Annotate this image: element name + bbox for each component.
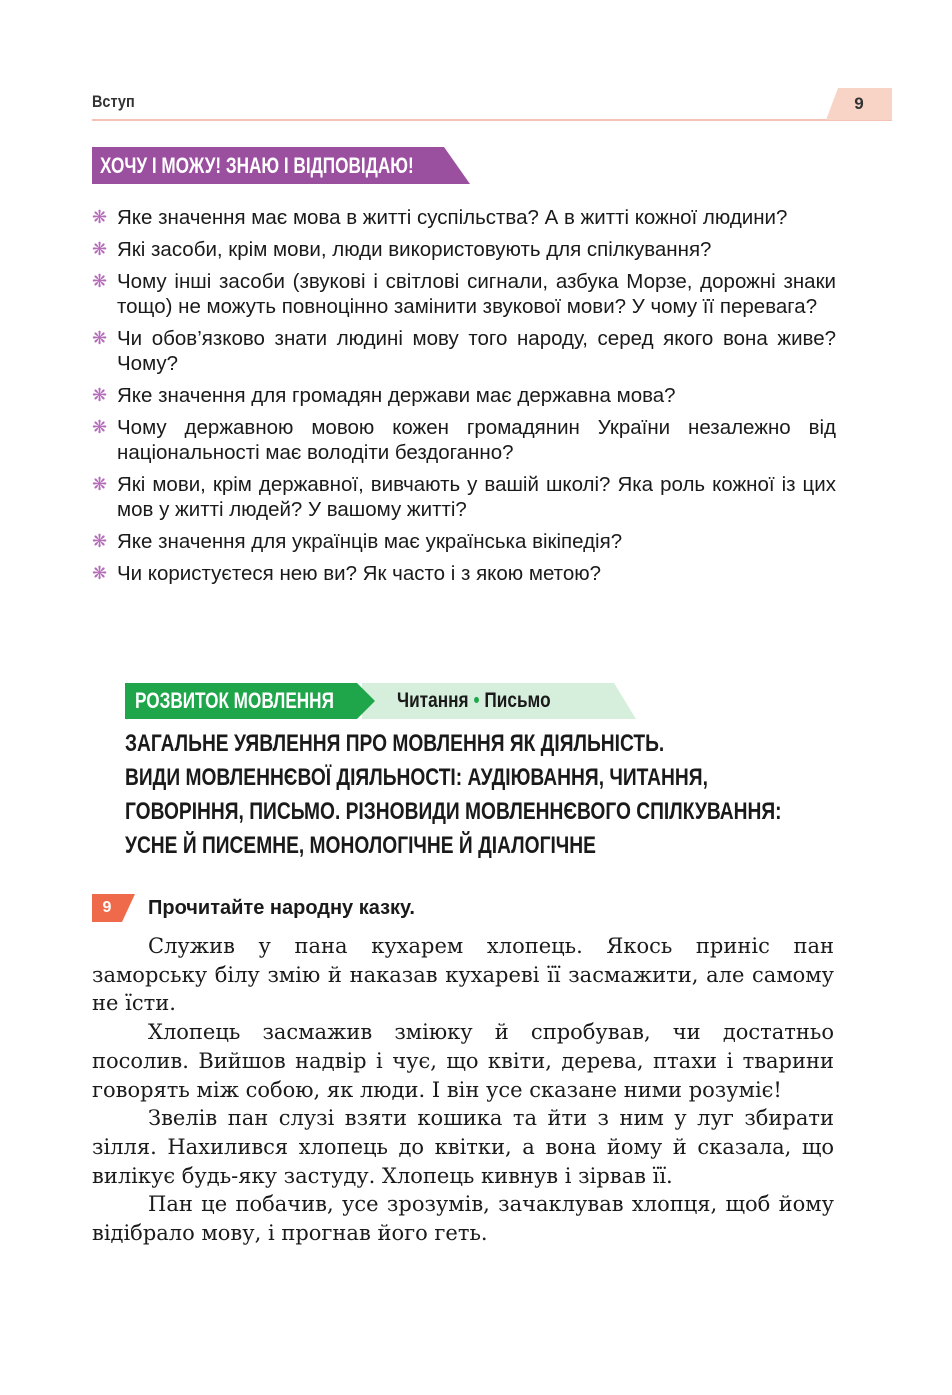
section-title: Вступ <box>92 92 135 111</box>
flower-bullet-icon: ❋ <box>92 417 108 437</box>
speech-tags <box>397 683 551 719</box>
question-item: ❋ Чому інші засоби (звукові і світлові сигнали, азбука Морзе, дорожні знаки тощо) не можуть повноцінно замінити звукової мови? У чому її перевага? <box>92 270 836 318</box>
flower-bullet-icon: ❋ <box>92 207 108 227</box>
question-item: ❋ Чому державною мовою кожен громадянин України незалежно від національності має володіти бездоганно? <box>92 416 836 464</box>
question-item: ❋ Яке значення має мова в житті суспільства? А в житті кожної людини? <box>92 206 788 229</box>
topic-line: ЗАГАЛЬНЕ УЯВЛЕННЯ ПРО МОВЛЕННЯ ЯК ДІЯЛЬНІСТЬ. <box>125 730 665 757</box>
exercise-task: Прочитайте народну казку. <box>148 897 415 919</box>
flower-bullet-icon: ❋ <box>92 563 108 583</box>
story-paragraph: Звелів пан слузі взяти кошика та йти з ним у луг збирати зілля. Нахилився хлопець до квітки, а вона йому й сказала, що вилікує будь-яку застуду. Хлопець кивнув і зірвав її. <box>92 1106 834 1188</box>
story-paragraph: Служив у пана кухарем хлопець. Якось приніс пан заморську білу змію й наказав кухареві її засмажити, але самому не їсти. <box>92 934 834 1016</box>
questions-list <box>92 205 836 593</box>
tag-writing: Письмо <box>484 689 551 712</box>
questions-title: ХОЧУ І МОЖУ! ЗНАЮ І ВІДПОВІДАЮ! <box>100 153 414 178</box>
story-paragraph: Хлопець засмажив зміюку й спробував, чи достатньо посолив. Вийшов надвір і чує, що квіти, дерева, птахи і тварини говорять між собою, як люди. І він усе сказане ними розуміє! <box>92 1020 834 1102</box>
flower-bullet-icon: ❋ <box>92 271 108 291</box>
question-item: ❋ Які засоби, крім мови, люди використовують для спілкування? <box>92 238 712 261</box>
question-item: ❋ Яке значення для українців має українська вікіпедія? <box>92 530 623 553</box>
question-item: ❋ Які мови, крім державної, вивчають у вашій школі? Яка роль кожної із цих мов у житті людей? У вашому житті? <box>92 473 836 521</box>
question-item: ❋ Чи користуєтеся нею ви? Як часто і з якою метою? <box>92 562 602 585</box>
tag-reading: Читання <box>397 689 469 712</box>
topic-line: УСНЕ Й ПИСЕМНЕ, МОНОЛОГІЧНЕ Й ДІАЛОГІЧНЕ <box>125 832 596 859</box>
topic-heading <box>125 727 946 863</box>
story-text <box>92 932 834 1248</box>
flower-bullet-icon: ❋ <box>92 474 108 494</box>
tag-separator: • <box>473 689 480 712</box>
question-item: ❋ Яке значення для громадян держави має державна мова? <box>92 384 676 407</box>
topic-line: ГОВОРІННЯ, ПИСЬМО. РІЗНОВИДИ МОВЛЕННЄВОГО СПІЛКУВАННЯ: <box>125 798 782 825</box>
page-number: 9 <box>854 94 864 113</box>
header-divider <box>92 119 892 121</box>
speech-title: РОЗВИТОК МОВЛЕННЯ <box>135 688 334 713</box>
flower-bullet-icon: ❋ <box>92 239 108 259</box>
flower-bullet-icon: ❋ <box>92 328 108 348</box>
topic-line: ВИДИ МОВЛЕННЄВОЇ ДІЯЛЬНОСТІ: АУДІЮВАННЯ, ЧИТАННЯ, <box>125 764 708 791</box>
exercise-number: 9 <box>102 899 112 916</box>
story-paragraph: Пан це побачив, усе зрозумів, зачаклував хлопця, щоб йому відібрало мову, і прогнав його геть. <box>92 1192 834 1246</box>
flower-bullet-icon: ❋ <box>92 385 108 405</box>
flower-bullet-icon: ❋ <box>92 531 108 551</box>
question-item: ❋ Чи обов’язково знати людині мову того народу, серед якого вона живе? Чому? <box>92 327 836 375</box>
